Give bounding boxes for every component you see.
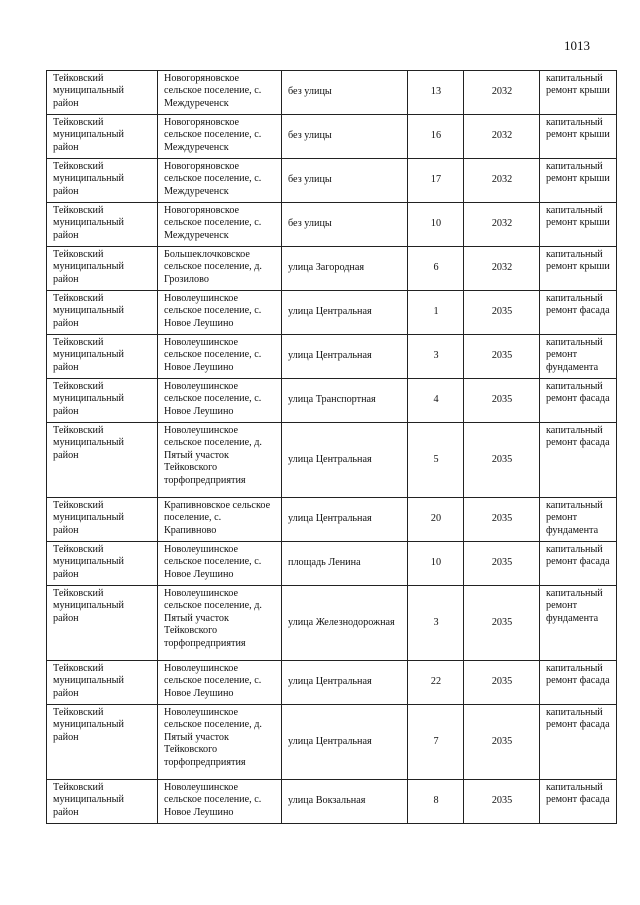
street-cell: площадь Ленина <box>282 542 408 586</box>
work-type-cell: капитальный ремонт фундамента <box>540 335 617 379</box>
house-number-cell: 10 <box>408 542 464 586</box>
street-cell: улица Загородная <box>282 247 408 291</box>
work-type-cell: капитальный ремонт фундамента <box>540 586 617 661</box>
year-cell: 2032 <box>464 115 540 159</box>
work-type-cell: капитальный ремонт крыши <box>540 71 617 115</box>
year-cell: 2035 <box>464 335 540 379</box>
district-cell: Тейковский муниципальный район <box>47 423 158 498</box>
table-row <box>47 542 617 586</box>
settlement-cell: Новогоряновское сельское поселение, с. Междуреченск <box>158 203 282 247</box>
street-cell: улица Железнодорожная <box>282 586 408 661</box>
district-cell: Тейковский муниципальный район <box>47 203 158 247</box>
year-cell: 2035 <box>464 542 540 586</box>
district-cell: Тейковский муниципальный район <box>47 247 158 291</box>
table-row <box>47 335 617 379</box>
year-cell: 2032 <box>464 247 540 291</box>
street-cell: без улицы <box>282 71 408 115</box>
work-type-cell: капитальный ремонт фасада <box>540 423 617 498</box>
housing-repair-table <box>46 70 617 824</box>
house-number-cell: 10 <box>408 203 464 247</box>
settlement-cell: Новолеушинское сельское поселение, с. Новое Леушино <box>158 661 282 705</box>
table-row <box>47 498 617 542</box>
house-number-cell: 4 <box>408 379 464 423</box>
house-number-cell: 20 <box>408 498 464 542</box>
settlement-cell: Новолеушинское сельское поселение, д. Пятый участок Тейковского торфопредприятия <box>158 586 282 661</box>
district-cell: Тейковский муниципальный район <box>47 586 158 661</box>
year-cell: 2032 <box>464 71 540 115</box>
settlement-cell: Новолеушинское сельское поселение, с. Новое Леушино <box>158 379 282 423</box>
table-row <box>47 586 617 661</box>
page-number: 1013 <box>564 38 590 53</box>
table-row <box>47 203 617 247</box>
district-cell: Тейковский муниципальный район <box>47 379 158 423</box>
street-cell: улица Транспортная <box>282 379 408 423</box>
district-cell: Тейковский муниципальный район <box>47 780 158 824</box>
district-cell: Тейковский муниципальный район <box>47 291 158 335</box>
house-number-cell: 17 <box>408 159 464 203</box>
table-body <box>47 71 617 824</box>
work-type-cell: капитальный ремонт фасада <box>540 705 617 780</box>
year-cell: 2035 <box>464 423 540 498</box>
table-row <box>47 71 617 115</box>
street-cell: улица Центральная <box>282 705 408 780</box>
house-number-cell: 7 <box>408 705 464 780</box>
year-cell: 2035 <box>464 379 540 423</box>
table-row <box>47 423 617 498</box>
district-cell: Тейковский муниципальный район <box>47 542 158 586</box>
settlement-cell: Новолеушинское сельское поселение, д. Пятый участок Тейковского торфопредприятия <box>158 423 282 498</box>
district-cell: Тейковский муниципальный район <box>47 498 158 542</box>
work-type-cell: капитальный ремонт фасада <box>540 291 617 335</box>
district-cell: Тейковский муниципальный район <box>47 705 158 780</box>
street-cell: улица Вокзальная <box>282 780 408 824</box>
street-cell: улица Центральная <box>282 498 408 542</box>
district-cell: Тейковский муниципальный район <box>47 159 158 203</box>
house-number-cell: 8 <box>408 780 464 824</box>
settlement-cell: Новогоряновское сельское поселение, с. Междуреченск <box>158 159 282 203</box>
year-cell: 2035 <box>464 780 540 824</box>
year-cell: 2035 <box>464 586 540 661</box>
settlement-cell: Крапивновское сельское поселение, с. Крапивново <box>158 498 282 542</box>
settlement-cell: Новолеушинское сельское поселение, д. Пятый участок Тейковского торфопредприятия <box>158 705 282 780</box>
year-cell: 2035 <box>464 291 540 335</box>
settlement-cell: Большеклочковское сельское поселение, д. Грозилово <box>158 247 282 291</box>
year-cell: 2035 <box>464 661 540 705</box>
work-type-cell: капитальный ремонт фасада <box>540 780 617 824</box>
year-cell: 2032 <box>464 203 540 247</box>
street-cell: улица Центральная <box>282 661 408 705</box>
table-row <box>47 291 617 335</box>
settlement-cell: Новолеушинское сельское поселение, с. Новое Леушино <box>158 291 282 335</box>
table-row <box>47 247 617 291</box>
work-type-cell: капитальный ремонт крыши <box>540 159 617 203</box>
work-type-cell: капитальный ремонт крыши <box>540 203 617 247</box>
street-cell: улица Центральная <box>282 291 408 335</box>
house-number-cell: 13 <box>408 71 464 115</box>
settlement-cell: Новогоряновское сельское поселение, с. Междуреченск <box>158 71 282 115</box>
table-row <box>47 780 617 824</box>
work-type-cell: капитальный ремонт фасада <box>540 661 617 705</box>
settlement-cell: Новолеушинское сельское поселение, с. Новое Леушино <box>158 335 282 379</box>
table-row <box>47 115 617 159</box>
work-type-cell: капитальный ремонт крыши <box>540 247 617 291</box>
house-number-cell: 5 <box>408 423 464 498</box>
street-cell: без улицы <box>282 159 408 203</box>
year-cell: 2032 <box>464 159 540 203</box>
district-cell: Тейковский муниципальный район <box>47 335 158 379</box>
district-cell: Тейковский муниципальный район <box>47 661 158 705</box>
district-cell: Тейковский муниципальный район <box>47 115 158 159</box>
house-number-cell: 22 <box>408 661 464 705</box>
district-cell: Тейковский муниципальный район <box>47 71 158 115</box>
street-cell: улица Центральная <box>282 423 408 498</box>
settlement-cell: Новолеушинское сельское поселение, с. Новое Леушино <box>158 780 282 824</box>
work-type-cell: капитальный ремонт крыши <box>540 115 617 159</box>
year-cell: 2035 <box>464 705 540 780</box>
house-number-cell: 3 <box>408 335 464 379</box>
house-number-cell: 1 <box>408 291 464 335</box>
house-number-cell: 3 <box>408 586 464 661</box>
table-row <box>47 379 617 423</box>
settlement-cell: Новогоряновское сельское поселение, с. Междуреченск <box>158 115 282 159</box>
work-type-cell: капитальный ремонт фасада <box>540 542 617 586</box>
table-row <box>47 705 617 780</box>
street-cell: улица Центральная <box>282 335 408 379</box>
work-type-cell: капитальный ремонт фасада <box>540 379 617 423</box>
table-row <box>47 661 617 705</box>
house-number-cell: 6 <box>408 247 464 291</box>
street-cell: без улицы <box>282 115 408 159</box>
house-number-cell: 16 <box>408 115 464 159</box>
table-row <box>47 159 617 203</box>
settlement-cell: Новолеушинское сельское поселение, с. Новое Леушино <box>158 542 282 586</box>
year-cell: 2035 <box>464 498 540 542</box>
work-type-cell: капитальный ремонт фундамента <box>540 498 617 542</box>
street-cell: без улицы <box>282 203 408 247</box>
